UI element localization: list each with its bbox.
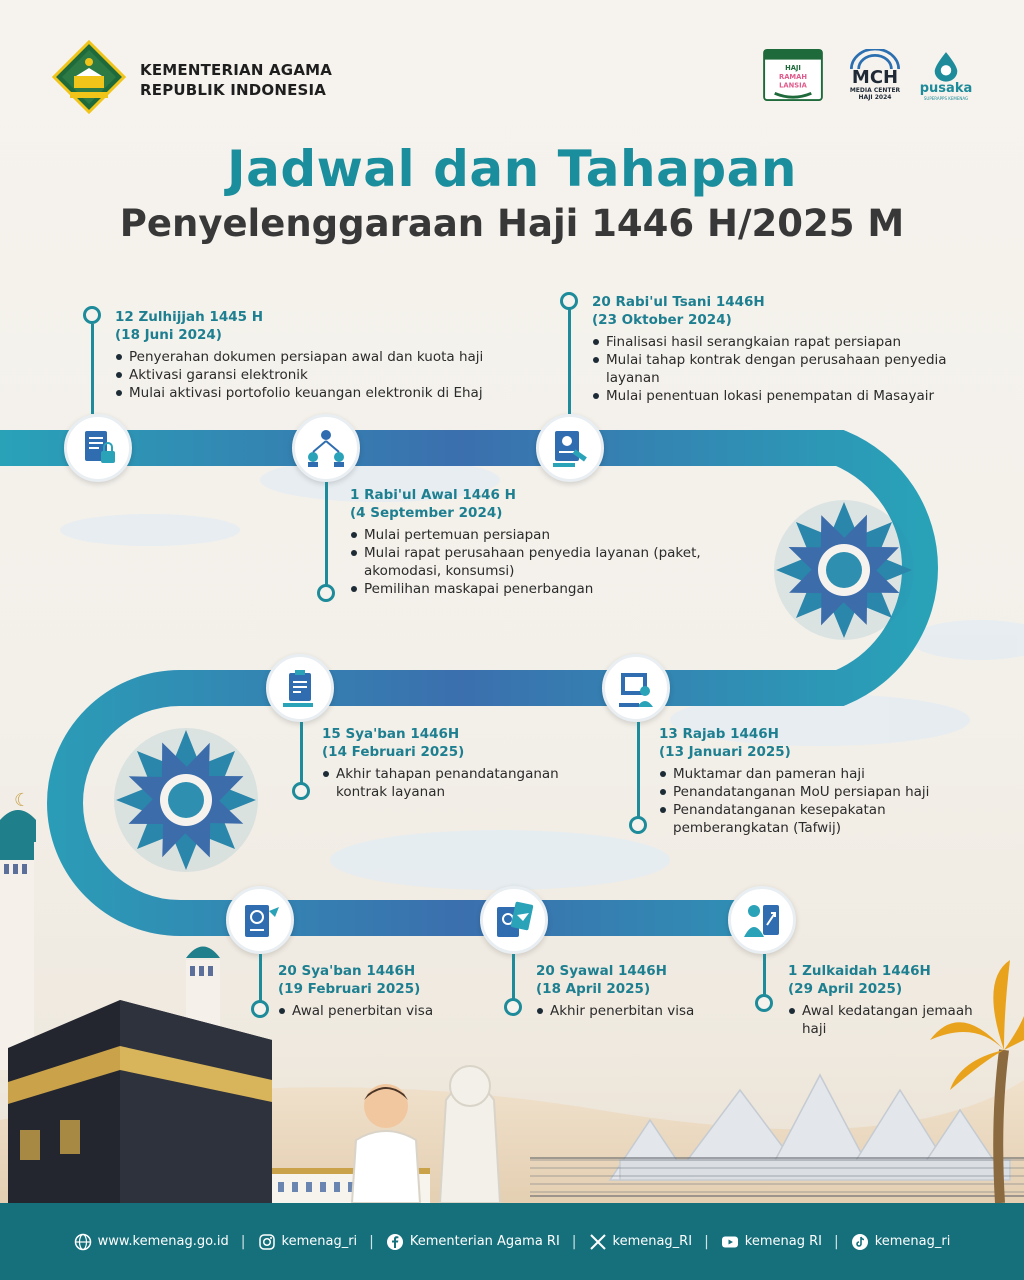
facebook-icon: [386, 1233, 404, 1251]
event-item: Mulai aktivasi portofolio keuangan elektronik di Ehaj: [115, 384, 535, 402]
footer-separator: |: [833, 1233, 839, 1250]
connector-line-1: [91, 324, 94, 414]
event-5: [322, 725, 612, 801]
connector-dot-6: [251, 1000, 269, 1018]
footer-instagram-label: kemenag_ri: [281, 1234, 358, 1249]
event-date: 1 Zulkaidah 1446H: [788, 963, 931, 979]
connector-dot-7: [504, 998, 522, 1016]
contract-gavel-icon: [536, 414, 604, 482]
event-2: [350, 486, 710, 598]
globe-icon: [74, 1233, 92, 1251]
event-date-gregorian: (18 April 2025): [536, 981, 651, 997]
event-1: [115, 308, 535, 402]
connector-dot-1: [83, 306, 101, 324]
event-item: Akhir tahapan penandatanganan kontrak layanan: [322, 765, 612, 801]
event-item: Penandatanganan kesepakatan pemberangkatan (Tafwij): [659, 801, 989, 837]
footer-youtube-label: kemenag RI: [744, 1234, 822, 1249]
hrl-text-3: LANSIA: [779, 81, 807, 90]
footer-separator: |: [240, 1233, 246, 1250]
footer-tiktok-label: kemenag_ri: [874, 1234, 951, 1249]
event-7: [536, 962, 736, 1020]
document-lock-icon: [64, 414, 132, 482]
haji-ramah-lansia-logo: [762, 44, 824, 106]
meeting-network-icon: [292, 414, 360, 482]
mch-sub-2: HAJI 2024: [858, 94, 892, 101]
connector-line-2: [325, 482, 328, 592]
event-date: 12 Zulhijjah 1445 H: [115, 309, 263, 325]
footer-instagram-link[interactable]: [258, 1233, 358, 1251]
event-items: [536, 1002, 736, 1020]
event-item: Muktamar dan pameran haji: [659, 765, 989, 783]
kemenag-logo: [52, 40, 126, 114]
clipboard-signing-icon: [266, 654, 334, 722]
event-date-gregorian: (18 Juni 2024): [115, 327, 222, 343]
event-item: Awal penerbitan visa: [278, 1002, 488, 1020]
event-6: [278, 962, 488, 1020]
svg-text:☾: ☾: [14, 790, 31, 811]
connector-line-5: [300, 722, 303, 790]
hrl-text-2: RAMAH: [779, 72, 807, 81]
connector-dot-8: [755, 994, 773, 1012]
event-date: 20 Syawal 1446H: [536, 963, 667, 979]
connector-line-6: [259, 954, 262, 1004]
passport-plane-icon: [480, 886, 548, 954]
event-items: [788, 1002, 988, 1038]
footer-separator: |: [369, 1233, 374, 1250]
footer-website-label: www.kemenag.go.id: [97, 1234, 229, 1249]
connector-dot-2: [317, 584, 335, 602]
event-date-gregorian: (23 Oktober 2024): [592, 312, 732, 328]
event-date: 20 Sya'ban 1446H: [278, 963, 416, 979]
mch-sub-1: MEDIA CENTER: [849, 87, 901, 94]
event-date-gregorian: (29 April 2025): [788, 981, 903, 997]
footer-separator: |: [571, 1233, 577, 1250]
connector-dot-3: [560, 292, 578, 310]
event-date: 15 Sya'ban 1446H: [322, 726, 460, 742]
x-icon: [589, 1233, 607, 1251]
event-item: Akhir penerbitan visa: [536, 1002, 736, 1020]
mch-word: MCH: [851, 67, 899, 88]
event-date: 13 Rajab 1446H: [659, 726, 779, 742]
event-item: Awal kedatangan jemaah haji: [788, 1002, 988, 1038]
organization-name: [140, 60, 332, 100]
event-date: 20 Rabi'ul Tsani 1446H: [592, 294, 765, 310]
event-date: 1 Rabi'ul Awal 1446 H: [350, 487, 516, 503]
event-item: Mulai pertemuan persiapan: [350, 526, 710, 544]
org-line-2: REPUBLIK INDONESIA: [140, 81, 327, 99]
pusaka-sub: SUPERAPPS KEMENAG: [923, 95, 969, 101]
footer-x-link[interactable]: [589, 1233, 693, 1251]
event-item: Mulai penentuan lokasi penempatan di Masayair: [592, 387, 992, 405]
footer-x-label: kemenag_RI: [612, 1234, 693, 1249]
event-items: [592, 333, 992, 405]
event-date-gregorian: (13 Januari 2025): [659, 744, 791, 760]
event-date-gregorian: (19 Februari 2025): [278, 981, 421, 997]
event-item: Pemilihan maskapai penerbangan: [350, 580, 710, 598]
footer-youtube-link[interactable]: [721, 1233, 822, 1251]
event-item: Penyerahan dokumen persiapan awal dan kuota haji: [115, 348, 535, 366]
pusaka-word: pusaka: [919, 80, 973, 96]
page-subtitle: Penyelenggaraan Haji 1446 H/2025 M: [119, 202, 905, 245]
passport-icon: [226, 886, 294, 954]
event-item: Mulai rapat perusahaan penyedia layanan (paket, akomodasi, konsumsi): [350, 544, 710, 580]
event-items: [659, 765, 989, 837]
footer-website-link[interactable]: [74, 1233, 229, 1251]
footer-bar: [0, 1203, 1024, 1280]
org-line-1: KEMENTERIAN AGAMA: [140, 61, 333, 79]
star-ornament-left: [105, 719, 267, 881]
event-3: [592, 293, 992, 405]
event-date-gregorian: (14 Februari 2025): [322, 744, 465, 760]
event-items: [115, 348, 535, 402]
footer-facebook-label: Kementerian Agama RI: [409, 1234, 560, 1249]
mch-logo: [842, 44, 908, 106]
exhibition-icon: [602, 654, 670, 722]
event-4: [659, 725, 989, 837]
event-item: Penandatanganan MoU persiapan haji: [659, 783, 989, 801]
event-items: [350, 526, 710, 598]
instagram-icon: [258, 1233, 276, 1251]
kaaba: [8, 1000, 272, 1203]
youtube-icon: [721, 1233, 739, 1251]
footer-separator: |: [704, 1233, 709, 1250]
page-title: Jadwal dan Tahapan: [226, 140, 797, 198]
event-item: Aktivasi garansi elektronik: [115, 366, 535, 384]
connector-dot-5: [292, 782, 310, 800]
tiktok-icon: [851, 1233, 869, 1251]
event-item: Finalisasi hasil serangkaian rapat persiapan: [592, 333, 992, 351]
connector-dot-4: [629, 816, 647, 834]
connector-line-4: [637, 722, 640, 822]
event-8: [788, 962, 988, 1038]
arrival-pilgrim-icon: [728, 886, 796, 954]
event-date-gregorian: (4 September 2024): [350, 505, 503, 521]
event-items: [322, 765, 612, 801]
footer-facebook-link[interactable]: [386, 1233, 560, 1251]
minaret-left: [0, 790, 36, 1070]
footer-tiktok-link[interactable]: [851, 1233, 951, 1251]
pusaka-logo: [918, 44, 974, 106]
event-item: Mulai tahap kontrak dengan perusahaan penyedia layanan: [592, 351, 992, 387]
connector-line-7: [512, 954, 515, 1004]
hrl-text-1: HAJI: [785, 64, 801, 73]
connector-line-3: [568, 308, 571, 414]
event-items: [278, 1002, 488, 1020]
